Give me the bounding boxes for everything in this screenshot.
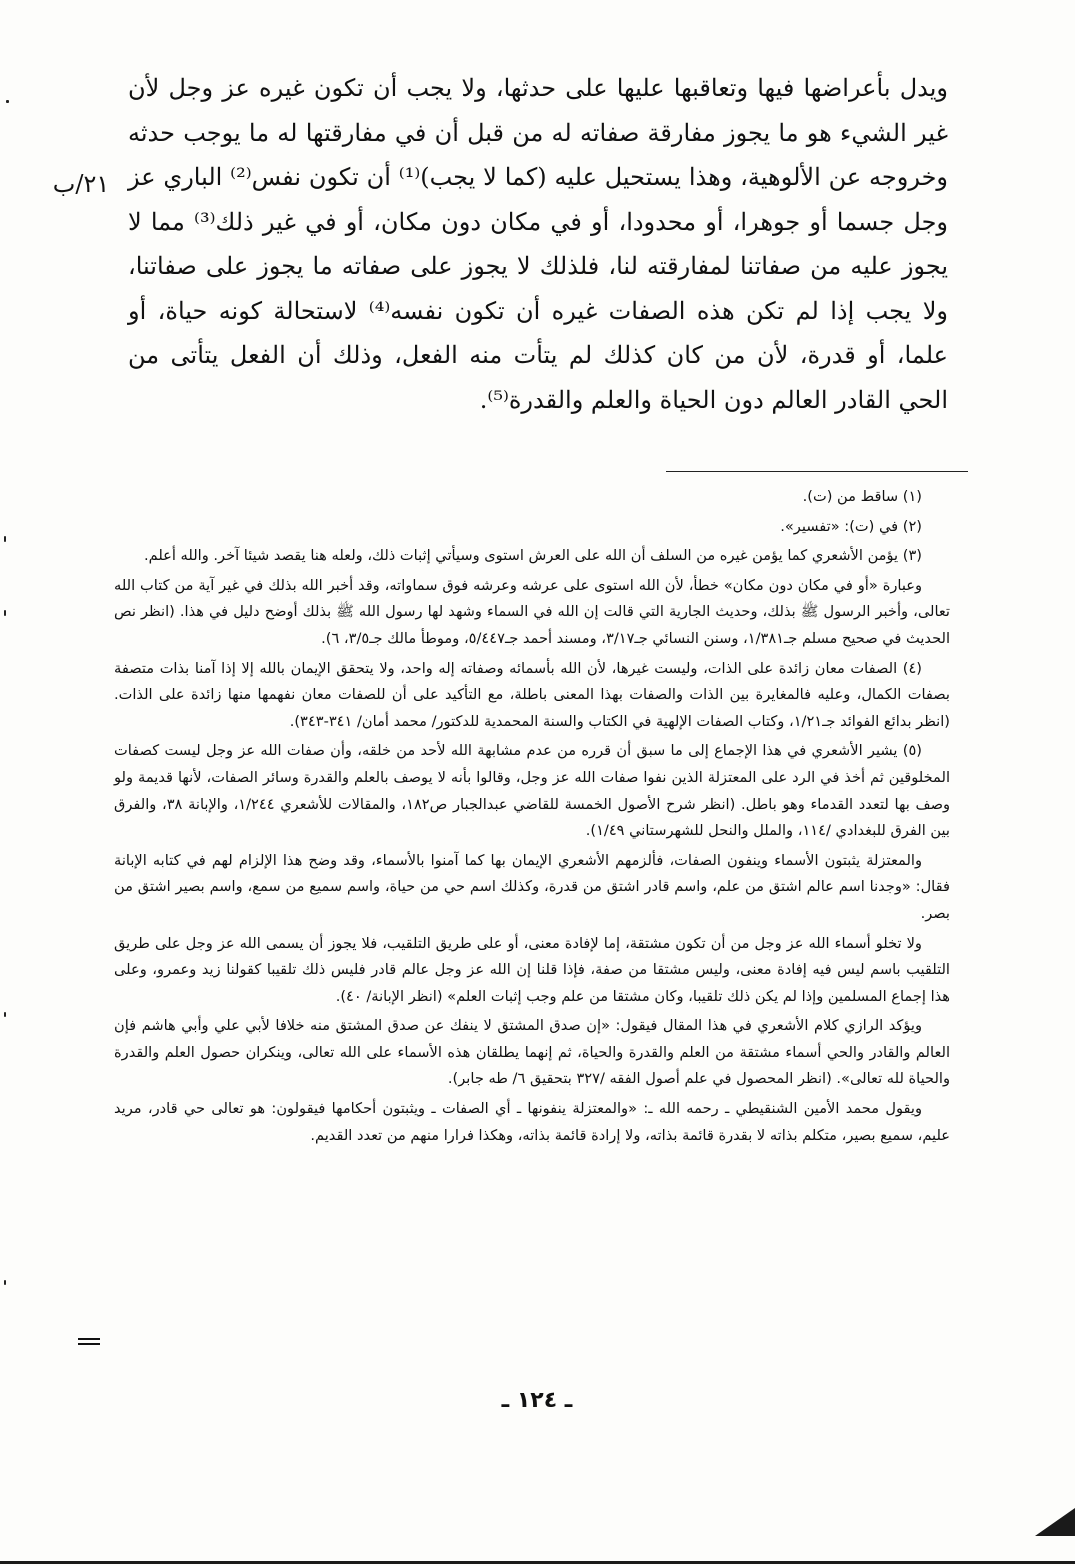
footnote-5-paragraph-4: ويؤكد الرازي كلام الأشعري في هذا المقال فيقول: «إن صدق المشتق لا ينفك عن صدق المشتق منه خلافا لأبي علي وأبي هاشم فإن العالم والقادر والحي أسماء مشتقة من العلم والقدرة والحياة، ثم إنهما يطلقان هذه الأسماء على الله تعالى، وينكران حصول العلم والقدرة والحياة لله تعالى». (انظر المحصول في علم أصول الفقه /٣٢٧ بتحقيق ٦/ طه جابر). (114, 1017, 950, 1088)
footnote-5-paragraph-2: والمعتزلة يثبتون الأسماء وينفون الصفات، فألزمهم الأشعري الإيمان بها كما آمنوا بالأسماء، وقد وضح هذا الإلزام لهم في كتابه الإبانة فقال: «وجدنا اسم عالم اشتق من علم، واسم قادر اشتق من قدرة، وكذلك اسم حي من حياة، واسم سميع من سمع، واسم بصير اشتق من بصر. (114, 851, 950, 922)
scan-speck-icon (4, 610, 6, 616)
margin-folio-reference: ٢١/ب (52, 170, 110, 198)
scan-speck-icon (4, 1280, 6, 1285)
footnote-5-paragraph-3: ولا تخلو أسماء الله عز وجل من أن تكون مشتقة، إما لإفادة معنى، أو على طريق التلقيب، فلا يجوز أن يسمى الله عز وجل على طريق التلقيب باسم ليس فيه إفادة معنى، وليس مشتقا من صفة، فإذا قلنا إن الله عز وجل عالم قادر فليس ذلك تلقيبا كقولنا زيد وعمرو، وعلى هذا إجماع المسلمين وإذا لم يكن ذلك تلقيبا، وكان مشتقا من علم وجب إثبات العلم» (انظر الإبانة/ ٤٠). (114, 934, 950, 1005)
scan-speck-icon (6, 100, 9, 103)
footnote-separator (666, 471, 968, 472)
scan-speck-icon (4, 1012, 6, 1017)
footnote-2: (٢) في (ت): «تفسير». (780, 517, 922, 535)
continuation-mark-icon (78, 1338, 100, 1346)
footnote-3: (٣) يؤمن الأشعري كما يؤمن غيره من السلف أن الله على العرش استوى وسيأتي إثبات ذلك، ولعله هنا يقصد شيئا آخر. والله أعلم. (143, 547, 922, 565)
main-text-block (128, 66, 948, 422)
scan-bottom-edge (0, 1561, 1075, 1564)
page-corner-shadow-icon (1035, 1508, 1075, 1536)
footnote-5-paragraph-5: ويقول محمد الأمين الشنقيطي ـ رحمه الله ـ: «والمعتزلة ينفونها ـ أي الصفات ـ ويثبتون أحكامها فيقولون: هو تعالى حي قادر، مريد عليم، سميع بصير، متكلم بذاته لا بقدرة قائمة بذاته، ولا إرادة قائمة بذاته، وهكذا فرارا منهم من تعدد القديم. (114, 1100, 950, 1144)
scan-speck-icon (4, 536, 6, 542)
footnote-4: (٤) الصفات معان زائدة على الذات، وليست غيرها، لأن الله بأسمائه وصفاته إله واحد، ولا يتحقق الإيمان بالله إلا إذا آمنا بذات متصفة بصفات الكمال، وعليه فالمغايرة بين الذات والصفات بهذا المعنى باطلة، مع التأكيد على أن للصفات معان نفهمها منها زائدة على الذات. (انظر بدائع الفوائد جـ١/٢١، وكتاب الصفات الإلهية في الكتاب والسنة المحمدية للدكتور/ محمد أمان/ ٣٤١-٣٤٣). (114, 659, 950, 730)
footnotes-block (114, 484, 950, 1152)
footnote-5: (٥) يشير الأشعري في هذا الإجماع إلى ما سبق أن قرره من عدم مشابهة الله لأحد من خلقه، وأن صفات الله عز وجل ليست كصفات المخلوقين ثم أخذ في الرد على المعتزلة الذين نفوا صفات الله عز وجل، وقالوا بأنه لا يوصف بالعلم والقدرة وسائر الصفات، لأنها قديمة ولو وصف بها لتعدد القدماء وهو باطل. (انظر شرح الأصول الخمسة للقاضي عبدالجبار ص١٨٢، والمقالات للأشعري ١/٢٤٤، والإبانة ٣٨، والفرق بين الفرق للبغدادي /١١٤، والملل والنحل للشهرستاني ١/٤٩). (114, 742, 951, 840)
footnote-3-continuation: وعبارة «أو في مكان دون مكان» خطأ، لأن الله استوى على عرشه وعرشه فوق سماواته، وقد أخبر الله بذلك في غير آية من كتاب الله تعالى، وأخبر الرسول ﷺ بذلك، وحديث الجارية التي قالت إن الله في السماء وشهد لها رسول الله ﷺ بذلك أوضح دليل في هذا. (انظر نص الحديث في صحيح مسلم جـ١/٣٨١، وسنن النسائي جـ٣/١٧، ومسند أحمد جـ٥/٤٤٧، وموطأ مالك جـ٣/٥، ٦). (114, 576, 950, 647)
footnote-1: (١) ساقط من (ت). (802, 488, 922, 505)
main-paragraph: ويدل بأعراضها فيها وتعاقبها عليها على حدثها، ولا يجب أن تكون غيره عز وجل لأن غير الشيء هو ما يجوز مفارقة صفاته له من قبل أن في مفارقتها له ما يوجب حدثه وخروجه عن الألوهية، وهذا يستحيل عليه (كما لا يجب)⁽¹⁾ أن تكون نفس⁽²⁾ الباري عز وجل جسما أو جوهرا، أو محدودا، أو في مكان دون مكان، أو في غير ذلك⁽³⁾ مما لا يجوز عليه من صفاتنا لمفارقته لنا، فلذلك لا يجوز على صفاته ما يجوز على صفاتنا، ولا يجب إذا لم تكن هذه الصفات غيره أن تكون نفسه⁽⁴⁾ لاستحالة كونه حياة، أو علما، أو قدرة، لأن من كان كذلك لم يتأت منه الفعل، وذلك أن الفعل يتأتى من الحي القادر العالم دون الحياة والعلم والقدرة⁽⁵⁾. (128, 74, 949, 414)
page-number: ـ ١٢٤ ـ (501, 1388, 573, 1413)
